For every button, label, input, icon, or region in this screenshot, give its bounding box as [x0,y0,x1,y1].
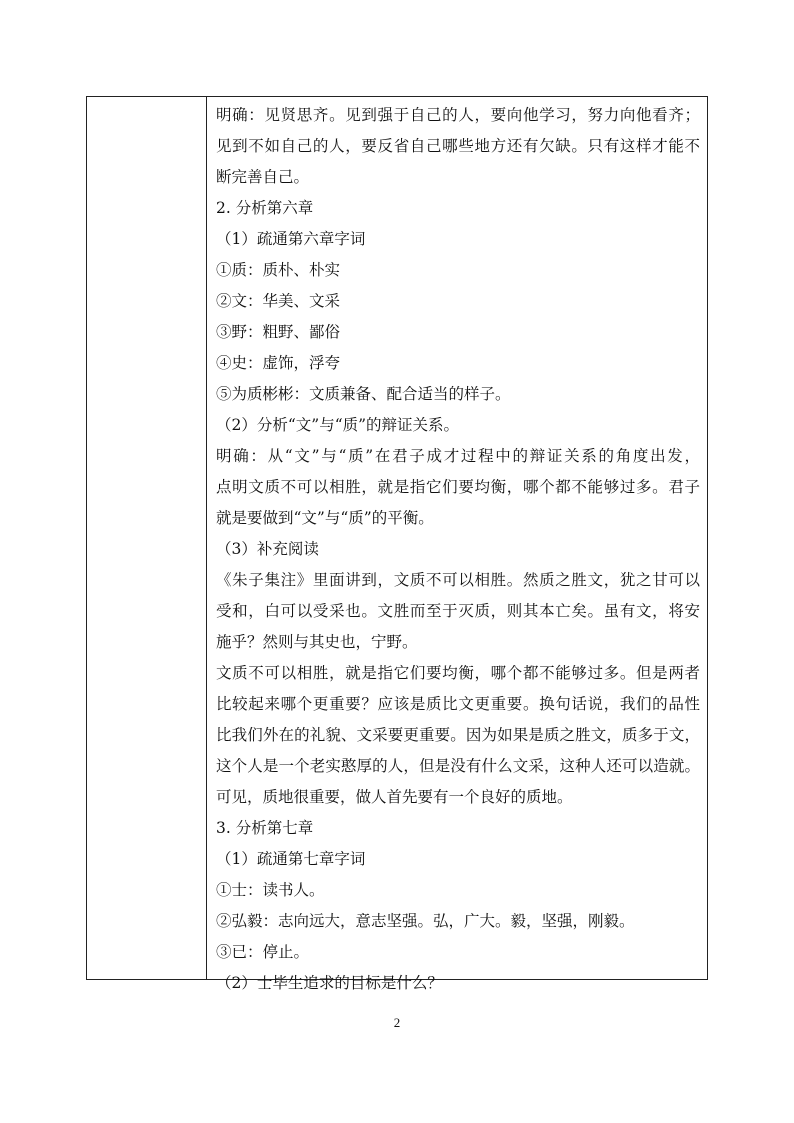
text-line: 施乎？然则与其史也，宁野。 [216,633,418,651]
text-line: 这个人是一个老实憨厚的人，但是没有什么文采，这种人还可以造就。 [216,757,700,775]
right-column-cell [207,97,707,992]
text-line: 《朱子集注》里面讲到，文质不可以相胜。然质之胜文，犹之甘可以 [216,571,700,589]
definition-item: ②文：华美、文采 [216,292,341,310]
text-line: 就是要做到“文”与“质”的平衡。 [216,509,434,527]
text-line: 比我们外在的礼貌、文采要更重要。因为如果是质之胜文，质多于文， [216,726,700,744]
question-line: （2）士毕生追求的目标是什么？ [216,974,443,992]
definition-item: ③野：粗野、鄙俗 [216,323,341,341]
text-line: 明确：从“文”与“质”在君子成才过程中的辩证关系的角度出发， [216,447,700,465]
subsection-heading: （1）疏通第六章字词 [216,230,366,248]
text-line: 可见，质地很重要，做人首先要有一个良好的质地。 [216,788,573,806]
subsection-heading: （1）疏通第七章字词 [216,850,366,868]
text-line: 点明文质不可以相胜，就是指它们要均衡，哪个都不能够过多。君子 [216,478,700,496]
subsection-heading: （3）补充阅读 [216,540,319,558]
content-lines [216,100,700,999]
text-line: 受和，白可以受采也。文胜而至于灭质，则其本亡矣。虽有文，将安 [216,602,700,620]
text-line: 明确：见贤思齐。见到强于自己的人，要向他学习，努力向他看齐； [216,106,700,124]
text-line: 见到不如自己的人，要反省自己哪些地方还有欠缺。只有这样才能不 [216,137,700,155]
definition-item: ①士：读书人。 [216,881,325,899]
text-line: 比较起来哪个更重要？应该是质比文更重要。换句话说，我们的品性 [216,695,700,713]
definition-item: ③已：停止。 [216,943,310,961]
page-number: 2 [393,1015,401,1030]
definition-item: ⑤为质彬彬：文质兼备、配合适当的样子。 [216,385,511,403]
section-heading: 3. 分析第七章 [216,819,314,837]
definition-item: ④史：虚饰，浮夸 [216,354,341,372]
section-heading: 2. 分析第六章 [216,199,314,217]
subsection-heading: （2）分析“文”与“质”的辩证关系。 [216,416,460,434]
text-line: 文质不可以相胜，就是指它们要均衡，哪个都不能够过多。但是两者 [216,664,700,682]
definition-item: ①质：质朴、朴实 [216,261,341,279]
text-line: 断完善自己。 [216,168,310,186]
left-column-cell [87,97,207,979]
lesson-table [86,96,708,992]
definition-item: ②弘毅：志向远大，意志坚强。弘，广大。毅，坚强，刚毅。 [216,912,635,930]
